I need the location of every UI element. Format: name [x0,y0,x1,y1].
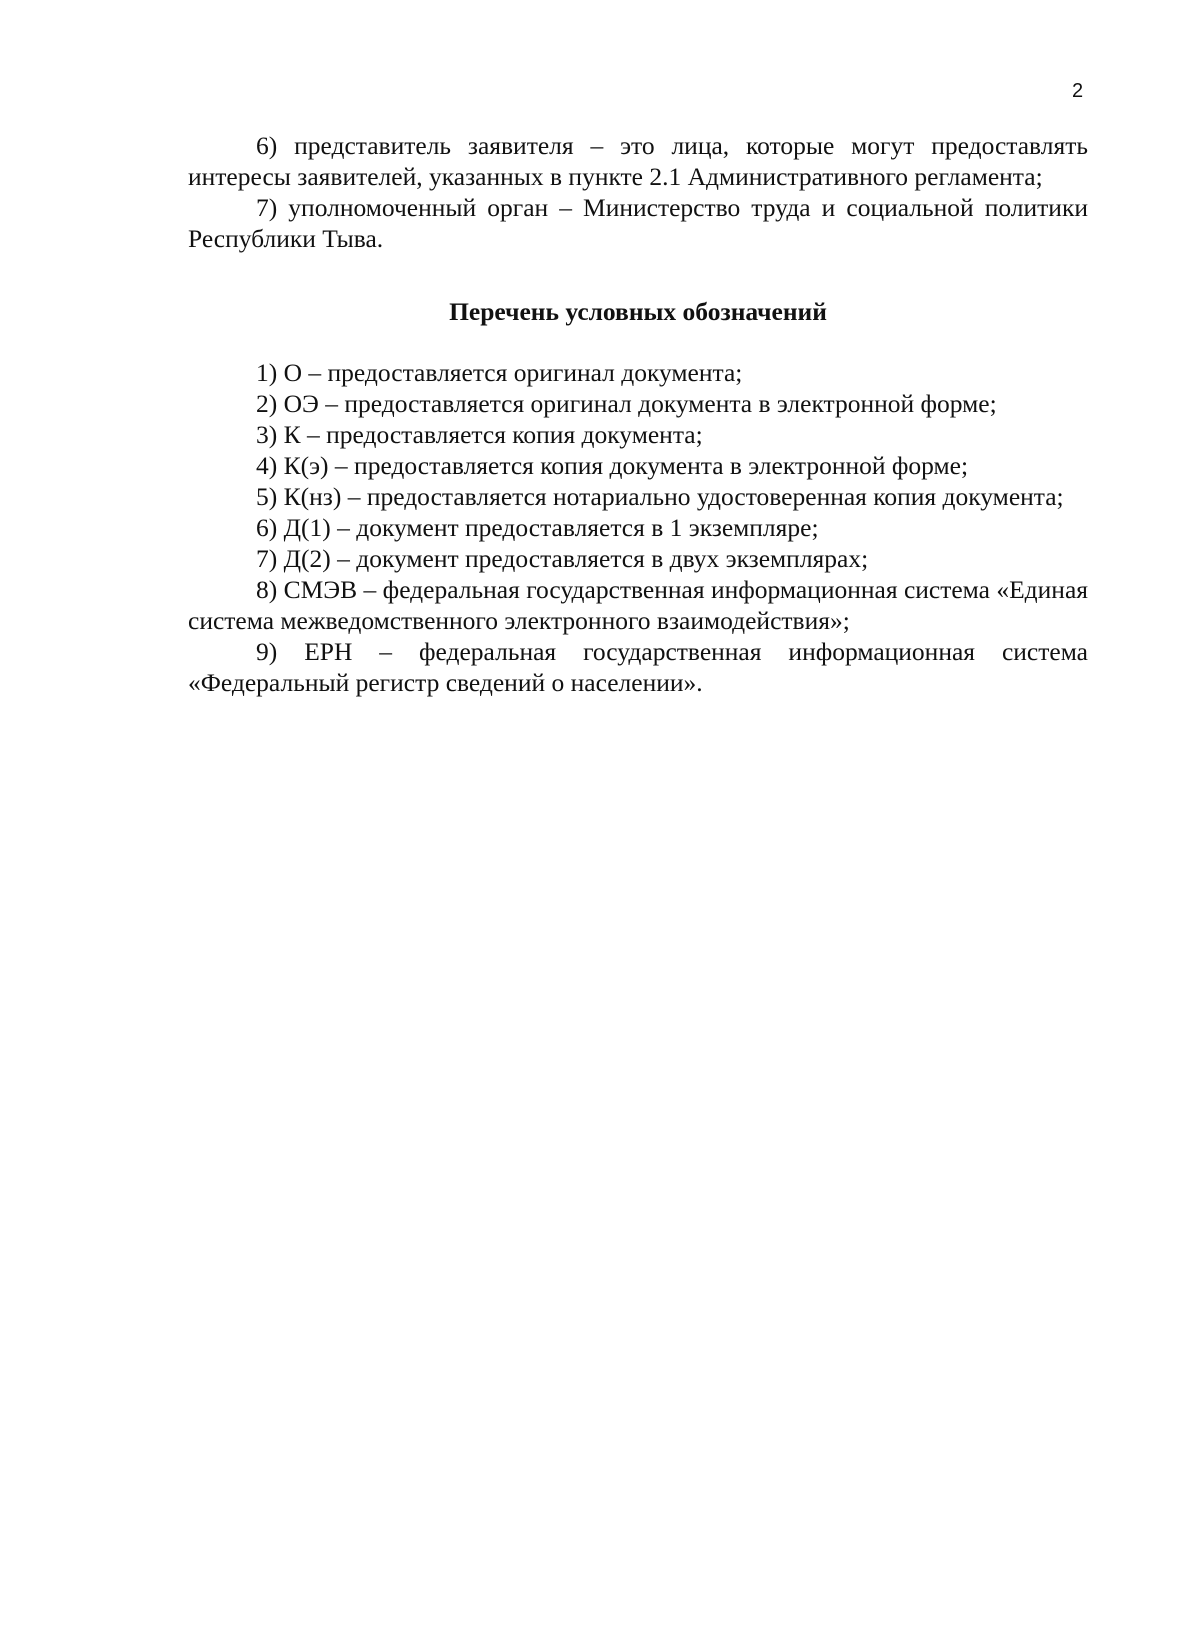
abbreviation-item: 9) ЕРН – федеральная государственная информационная система «Федеральный регистр сведений о населении». [188,637,1088,697]
definition-item: 7) уполномоченный орган – Министерство труда и социальной политики Республики Тыва. [188,193,1088,253]
document-body [188,130,1088,698]
page-number: 2 [1072,80,1084,102]
abbreviation-item: 4) К(э) – предоставляется копия документа в электронной форме; [256,451,969,480]
abbreviation-item: 3) К – предоставляется копия документа; [256,420,703,449]
abbreviation-item: 5) К(нз) – предоставляется нотариально удостоверенная копия документа; [256,482,1064,511]
abbreviation-item: 2) ОЭ – предоставляется оригинал документа в электронной форме; [256,389,997,418]
abbreviation-item: 1) О – предоставляется оригинал документа; [256,358,743,387]
section-title: Перечень условных обозначений [449,297,827,326]
abbreviations-list [188,357,1088,698]
abbreviation-item: 7) Д(2) – документ предоставляется в двух экземплярах; [256,544,869,573]
definition-item: 6) представитель заявителя – это лица, которые могут предоставлять интересы заявителей, указанных в пункте 2.1 Административного регламента; [188,131,1088,191]
abbreviation-item: 6) Д(1) – документ предоставляется в 1 экземпляре; [256,513,819,542]
abbreviation-item: 8) СМЭВ – федеральная государственная информационная система «Единая система межведомственного электронного взаимодействия»; [188,575,1088,635]
